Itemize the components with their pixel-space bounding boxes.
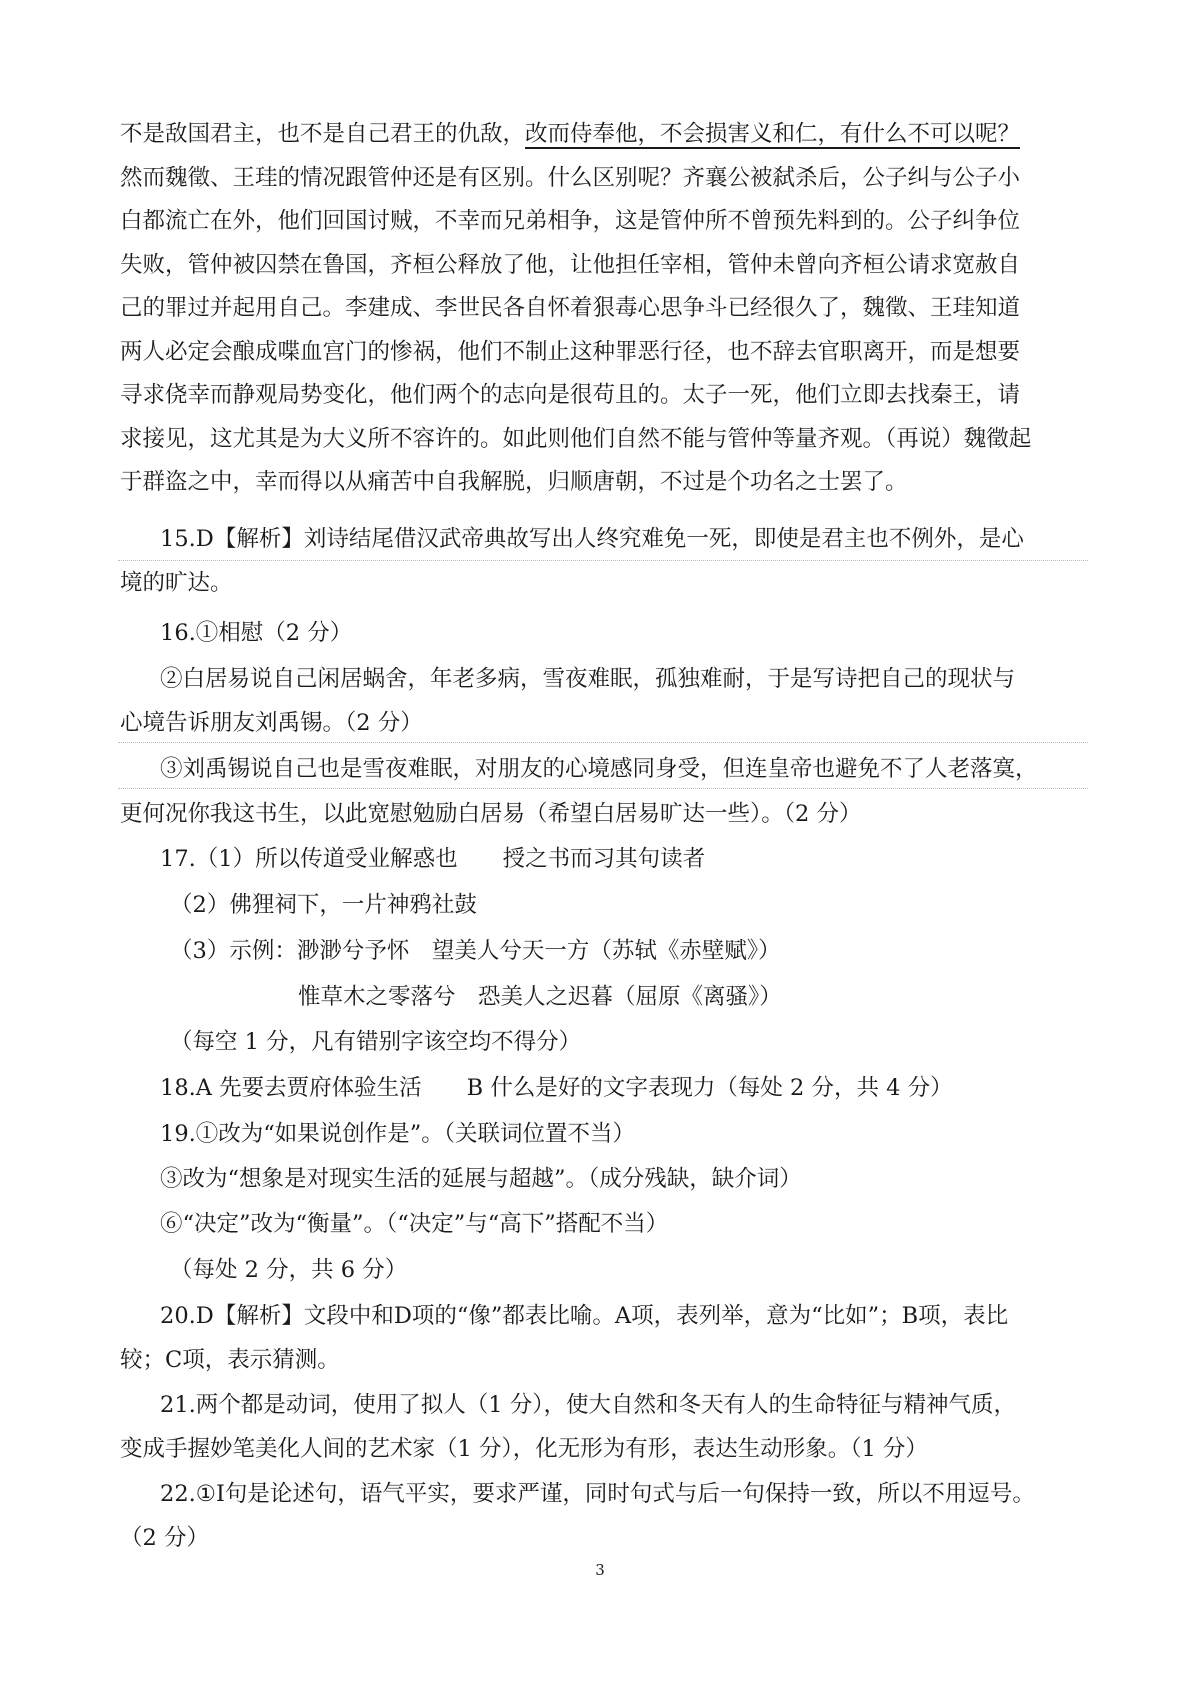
passage-line: 于群盗之中，幸而得以从痛苦中自我解脱，归顺唐朝，不过是个功名之士罢了。 — [120, 469, 908, 495]
dotted-rule — [118, 742, 1088, 743]
passage-text: 不是敌国君主，也不是自己君王的仇敌， — [120, 121, 526, 147]
passage-line: 失败，管仲被囚禁在鲁国，齐桓公释放了他，让他担任宰相，管仲未曾向齐桓公请求宽赦自 — [120, 252, 1021, 278]
answer-q17-line: 17.（1）所以传道受业解惑也 授之书而习其句读者 — [160, 846, 706, 872]
answer-q16-line: ②白居易说自己闲居蜗舍，年老多病，雪夜难眠，孤独难耐，于是写诗把自己的现状与 — [160, 666, 1016, 692]
passage-line: 求接见，这尤其是为大义所不容许的。如此则他们自然不能与管仲等量齐观。（再说）魏徵起 — [120, 426, 1032, 452]
answer-q22-line: 22.①Ⅰ句是论述句，语气平实，要求严谨，同时句式与后一句保持一致，所以不用逗号。 — [160, 1481, 1035, 1507]
passage-line — [120, 119, 1020, 149]
answer-q15-line: 境的旷达。 — [120, 570, 233, 596]
passage-line: 然而魏徵、王珪的情况跟管仲还是有区别。什么区别呢？齐襄公被弑杀后，公子纠与公子小 — [120, 165, 1021, 191]
answer-q19-line: ③改为“想象是对现实生活的延展与超越”。（成分残缺，缺介词） — [160, 1166, 802, 1192]
answer-q18-line: 18.A 先要去贾府体验生活 B 什么是好的文字表现力（每处 2 分，共 4 分） — [160, 1075, 953, 1101]
answer-q20-line: 较；C项，表示猜测。 — [120, 1347, 340, 1373]
answer-q19-line: ⑥“决定”改为“衡量”。（“决定”与“高下”搭配不当） — [160, 1211, 669, 1237]
passage-line: 白都流亡在外，他们回国讨贼，不幸而兄弟相争，这是管仲所不曾预先料到的。公子纠争位 — [120, 208, 1021, 234]
passage-line: 寻求侥幸而静观局势变化，他们两个的志向是很苟且的。太子一死，他们立即去找秦王，请 — [120, 382, 1021, 408]
dotted-rule — [118, 560, 1088, 561]
answer-q20-line: 20.D【解析】文段中和D项的“像”都表比喻。A项，表列举，意为“比如”；B项，表比 — [160, 1303, 1009, 1329]
answer-q19-line: 19.①改为“如果说创作是”。（关联词位置不当） — [160, 1121, 636, 1147]
answer-q16-line: 16.①相慰（2 分） — [160, 620, 353, 646]
answer-q17-line: （3）示例：渺渺兮予怀 望美人兮天一方（苏轼《赤壁赋》） — [170, 938, 781, 964]
answer-q22-line: （2 分） — [120, 1525, 209, 1551]
answer-q21-line: 21.两个都是动词，使用了拟人（1 分），使大自然和冬天有人的生命特征与精神气质， — [160, 1392, 1017, 1418]
answer-q16-line: 更何况你我这书生，以此宽慰勉励白居易（希望白居易旷达一些）。（2 分） — [120, 801, 862, 827]
answer-q17-line: （每空 1 分，凡有错别字该空均不得分） — [170, 1029, 582, 1055]
answer-q17-line: （2）佛狸祠下，一片神鸦社鼓 — [170, 892, 477, 918]
answer-q16-line: 心境告诉朋友刘禹锡。（2 分） — [120, 710, 423, 736]
underlined-passage-text: 改而侍奉他，不会损害义和仁，有什么不可以呢？ — [525, 121, 1021, 147]
answer-q15-line: 15.D【解析】刘诗结尾借汉武帝典故写出人终究难免一死，即使是君主也不例外，是心 — [160, 526, 1024, 552]
passage-line: 己的罪过并起用自己。李建成、李世民各自怀着狠毒心思争斗已经很久了，魏徵、王珪知道 — [120, 295, 1021, 321]
passage-line: 两人必定会酿成喋血宫门的惨祸，他们不制止这种罪恶行径，也不辞去官职离开，而是想要 — [120, 339, 1021, 365]
answer-q16-line: ③刘禹锡说自己也是雪夜难眠，对朋友的心境感同身受，但连皇帝也避免不了人老落寞， — [160, 756, 1038, 782]
page-number: 3 — [595, 1561, 605, 1579]
answer-q21-line: 变成手握妙笔美化人间的艺术家（1 分），化无形为有形，表达生动形象。（1 分） — [120, 1436, 928, 1462]
dotted-rule — [118, 788, 1088, 789]
answer-q19-line: （每处 2 分，共 6 分） — [170, 1257, 408, 1283]
answer-q17-line: 惟草木之零落兮 恐美人之迟暮（屈原《离骚》） — [298, 984, 782, 1010]
